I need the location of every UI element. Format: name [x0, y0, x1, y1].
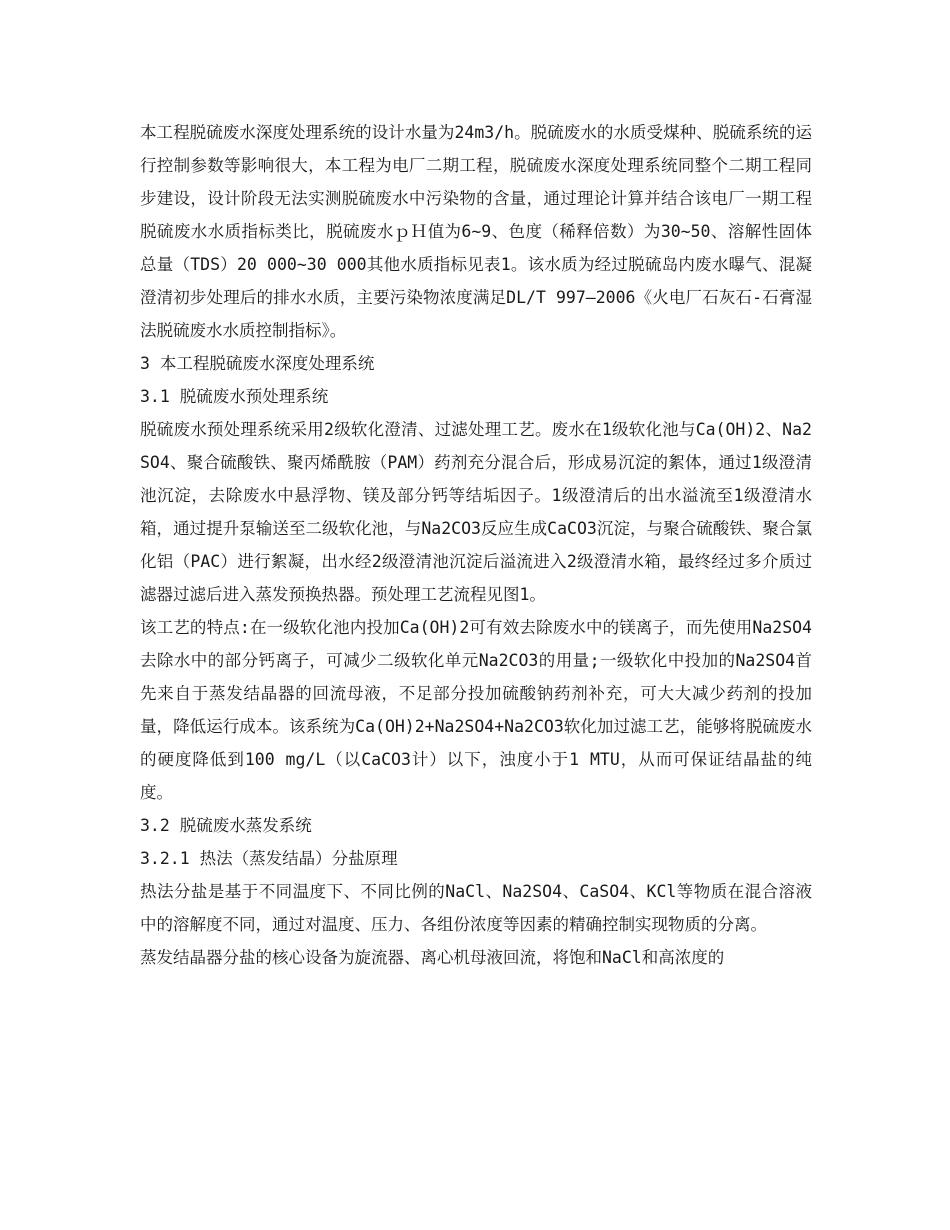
paragraph-evaporative-crystallizer: 蒸发结晶器分盐的核心设备为旋流器、离心机母液回流，将饱和NaCl和高浓度的	[140, 948, 725, 967]
section-heading-3: 3 本工程脱硫废水深度处理系统	[140, 354, 375, 373]
document-body	[140, 116, 812, 974]
section-heading-3-2: 3.2 脱硫废水蒸发系统	[140, 816, 312, 835]
section-heading-3-2-1: 3.2.1 热法（蒸发结晶）分盐原理	[140, 849, 398, 868]
paragraph-thermal-salt-separation: 热法分盐是基于不同温度下、不同比例的NaCl、Na2SO4、CaSO4、KCl等物质在混合溶液中的溶解度不同，通过对温度、压力、各组份浓度等因素的精确控制实现物质的分离。	[140, 882, 812, 934]
paragraph-design-capacity: 本工程脱硫废水深度处理系统的设计水量为24m3/h。脱硫废水的水质受煤种、脱硫系统的运行控制参数等影响很大，本工程为电厂二期工程，脱硫废水深度处理系统同整个二期工程同步建设，设计阶段无法实测脱硫废水中污染物的含量，通过理论计算并结合该电厂一期工程脱硫废水水质指标类比，脱硫废水ｐＨ值为6~9、色度（稀释倍数）为30~50、溶解性固体总量（TDS）20 000~30 000其他水质指标见表1。该水质为经过脱硫岛内废水曝气、混凝澄清初步处理后的排水水质，主要污染物浓度满足DL/T 997—2006《火电厂石灰石-石膏湿法脱硫废水水质控制指标》。	[140, 123, 812, 340]
paragraph-process-features: 该工艺的特点:在一级软化池内投加Ca(OH)2可有效去除废水中的镁离子，而先使用Na2SO4去除水中的部分钙离子，可减少二级软化单元Na2CO3的用量;一级软化中投加的Na2SO4首先来自于蒸发结晶器的回流母液，不足部分投加硫酸钠药剂补充，可大大减少药剂的投加量，降低运行成本。该系统为Ca(OH)2+Na2SO4+Na2CO3软化加过滤工艺，能够将脱硫废水的硬度降低到100 mg/L（以CaCO3计）以下，浊度小于1 MTU，从而可保证结晶盐的纯度。	[140, 618, 812, 802]
section-heading-3-1: 3.1 脱硫废水预处理系统	[140, 387, 329, 406]
paragraph-pretreatment-process: 脱硫废水预处理系统采用2级软化澄清、过滤处理工艺。废水在1级软化池与Ca(OH)2、Na2SO4、聚合硫酸铁、聚丙烯酰胺（PAM）药剂充分混合后，形成易沉淀的絮体，通过1级澄清池沉淀，去除废水中悬浮物、镁及部分钙等结垢因子。1级澄清后的出水溢流至1级澄清水箱，通过提升泵输送至二级软化池，与Na2CO3反应生成CaCO3沉淀，与聚合硫酸铁、聚合氯化铝（PAC）进行絮凝，出水经2级澄清池沉淀后溢流进入2级澄清水箱，最终经过多介质过滤器过滤后进入蒸发预换热器。预处理工艺流程见图1。	[140, 420, 812, 604]
